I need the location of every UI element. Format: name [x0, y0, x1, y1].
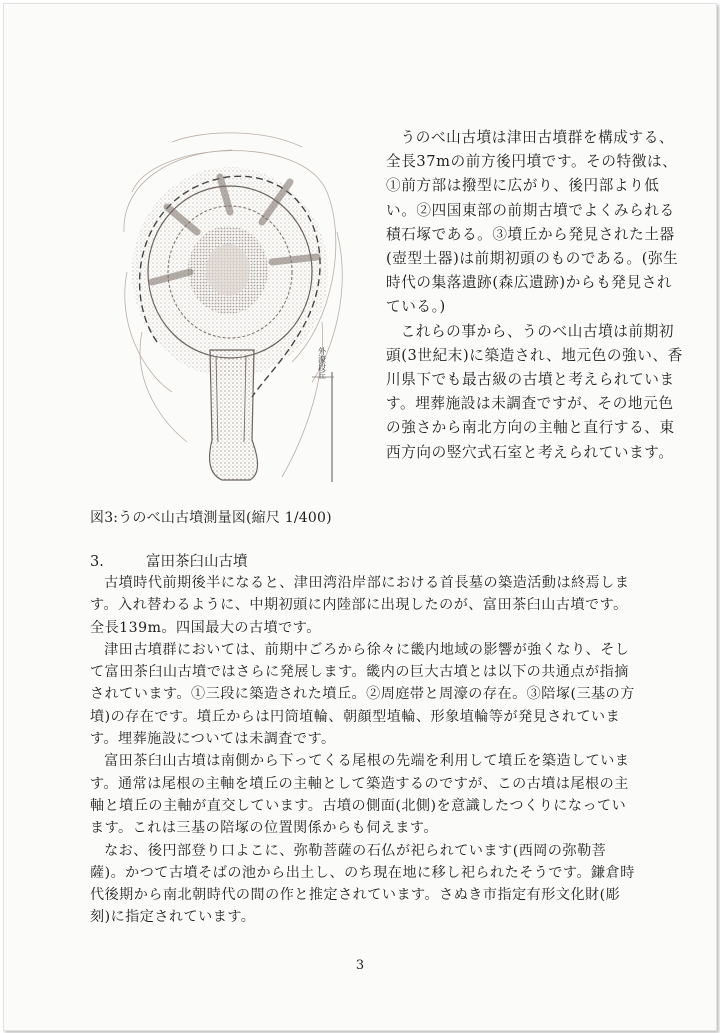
- body-paragraph-3: 富田茶臼山古墳は南側から下ってくる尾根の先端を利用して墳丘を築造しています。通常は尾根の主軸を墳丘の主軸として築造するのですが、この古墳は尾根の主軸と墳丘の主軸が直交しています。古墳の側面(北側)を意識したつくりになっています。これは三基の陪塚の位置関係からも伺えます。: [90, 753, 630, 837]
- page-number: 3: [355, 958, 365, 973]
- right-paragraph-1: うのべ山古墳は津田古墳群を構成する、全長37mの前方後円墳です。その特徴は、①前方部は撥型に広がり、後円部より低い。②四国東部の前期古墳でよくみられる積石塚である。③墳丘から発見された土器(壺型土器)は前期初頭のものである。(弥生時代の集落遺跡(森広遺跡)からも発見されている。): [386, 129, 679, 316]
- document-page: [3, 3, 717, 1031]
- section-heading: [90, 550, 248, 571]
- right-paragraph-2: これらの事から、うのべ山古墳は前期初頭(3世紀末)に築造され、地元色の強い、香川県下でも最古級の古墳と考えられています。埋葬施設は未調査ですが、その地元色の強さから南北方向の主軸と直行する、東西方向の竪穴式石室と考えられています。: [386, 322, 683, 461]
- body-paragraph-4: なお、後円部登り口よこに、弥勒菩薩の石仏が祀られています(西岡の弥勒菩薩)。かつて古墳そばの池から出土し、のち現在地に移し祀られたそうです。鎌倉時代後期から南北朝時代の間の作と推定されています。さぬき市指定有形文化財(彫刻)に指定されています。: [90, 842, 635, 926]
- figure-caption: 図3:うのべ山古墳測量図(縮尺 1/400): [90, 510, 332, 526]
- kofun-survey-map: [112, 122, 352, 512]
- body-paragraph-1: 古墳時代前期後半になると、津田湾沿岸部における首長墓の築造活動は終焉します。入れ替わるように、中期初頭に内陸部に出現したのが、富田茶臼山古墳です。全長139m。四国最大の古墳です。: [90, 575, 630, 636]
- right-column-text: [386, 126, 686, 465]
- section-body: [90, 572, 638, 929]
- section-title: 富田茶臼山古墳: [146, 554, 248, 570]
- map-vertical-label: 外濠段丘: [317, 347, 327, 379]
- survey-map-figure: [112, 122, 352, 512]
- body-paragraph-2: 津田古墳群においては、前期中ごろから徐々に畿内地域の影響が強くなり、そして富田茶臼山古墳ではさらに発展します。畿内の巨大古墳とは以下の共通点が指摘されています。①三段に築造された墳丘。②周庭帯と周濠の存在。③陪塚(三基の方墳)の存在です。墳丘からは円筒埴輪、朝顔型埴輪、形象埴輪等が発見されています。埋葬施設については未調査です。: [90, 641, 635, 748]
- section-number: 3.: [90, 554, 104, 570]
